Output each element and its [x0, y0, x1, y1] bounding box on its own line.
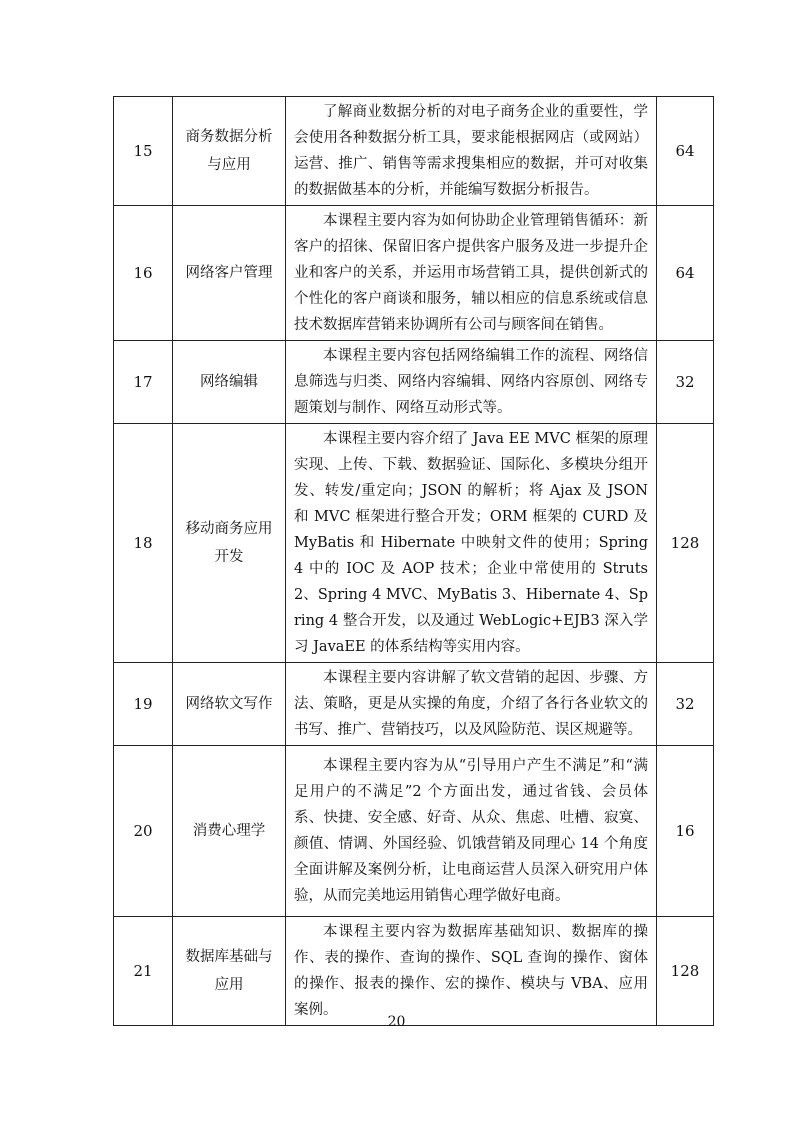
course-hours: 128 — [657, 424, 714, 663]
table-row — [114, 917, 714, 1026]
course-name: 网络软文写作 — [173, 663, 286, 746]
course-name: 网络客户管理 — [173, 206, 286, 341]
course-hours: 16 — [657, 746, 714, 917]
course-name: 网络编辑 — [173, 341, 286, 424]
course-name: 消费心理学 — [173, 746, 286, 917]
course-description: 本课程主要内容为如何协助企业管理销售循环：新客户的招徕、保留旧客户提供客户服务及进一步提升企业和客户的关系，并运用市场营销工具，提供创新式的个性化的客户商谈和服务，辅以相应的信息系统或信息技术数据库营销来协调所有公司与顾客间在销售。 — [286, 206, 657, 341]
course-name: 商务数据分析与应用 — [173, 97, 286, 206]
course-hours: 64 — [657, 206, 714, 341]
course-number: 16 — [114, 206, 173, 341]
course-hours: 64 — [657, 97, 714, 206]
table-row — [114, 663, 714, 746]
page-number: 20 — [387, 1014, 406, 1030]
course-table — [113, 96, 714, 1026]
course-hours: 128 — [657, 917, 714, 1026]
table-row — [114, 341, 714, 424]
course-number: 17 — [114, 341, 173, 424]
course-number: 20 — [114, 746, 173, 917]
course-hours: 32 — [657, 663, 714, 746]
course-description: 本课程主要内容讲解了软文营销的起因、步骤、方法、策略，更是从实操的角度，介绍了各行各业软文的书写、推广、营销技巧，以及风险防范、误区规避等。 — [286, 663, 657, 746]
course-hours: 32 — [657, 341, 714, 424]
table-row — [114, 746, 714, 917]
course-number: 19 — [114, 663, 173, 746]
table-row — [114, 424, 714, 663]
course-description: 本课程主要内容为数据库基础知识、数据库的操作、表的操作、查询的操作、SQL 查询的操作、窗体的操作、报表的操作、宏的操作、模块与 VBA、应用案例。 — [286, 917, 657, 1026]
course-number: 21 — [114, 917, 173, 1026]
table-row — [114, 97, 714, 206]
course-description: 了解商业数据分析的对电子商务企业的重要性，学会使用各种数据分析工具，要求能根据网店（或网站）运营、推广、销售等需求搜集相应的数据，并可对收集的数据做基本的分析，并能编写数据分析报告。 — [286, 97, 657, 206]
course-number: 15 — [114, 97, 173, 206]
course-description: 本课程主要内容为从“引导用户产生不满足”和“满足用户的不满足”2 个方面出发，通过省钱、会员体系、快捷、安全感、好奇、从众、焦虑、吐槽、寂寞、颜值、情调、外国经验、饥饿营销及同理心 14 个角度全面讲解及案例分析，让电商运营人员深入研究用户体验，从而完美地运用销售心理学做好电商。 — [286, 746, 657, 917]
course-name: 移动商务应用开发 — [173, 424, 286, 663]
course-description: 本课程主要内容介绍了 Java EE MVC 框架的原理实现、上传、下载、数据验证、国际化、多模块分组开发、转发/重定向；JSON 的解析；将 Ajax 及 JSON 和 MVC 框架进行整合开发；ORM 框架的 CURD 及 MyBatis 和 Hibernate 中映射文件的使用；Spring 4 中的 IOC 及 AOP 技术；企业中常使用的 Struts 2、Spring 4 MVC、MyBatis 3、Hibernate 4、Spring 4 整合开发，以及通过 WebLogic+EJB3 深入学习 JavaEE 的体系结构等实用内容。 — [286, 424, 657, 663]
table-row — [114, 206, 714, 341]
course-name: 数据库基础与应用 — [173, 917, 286, 1026]
course-number: 18 — [114, 424, 173, 663]
course-description: 本课程主要内容包括网络编辑工作的流程、网络信息筛选与归类、网络内容编辑、网络内容原创、网络专题策划与制作、网络互动形式等。 — [286, 341, 657, 424]
